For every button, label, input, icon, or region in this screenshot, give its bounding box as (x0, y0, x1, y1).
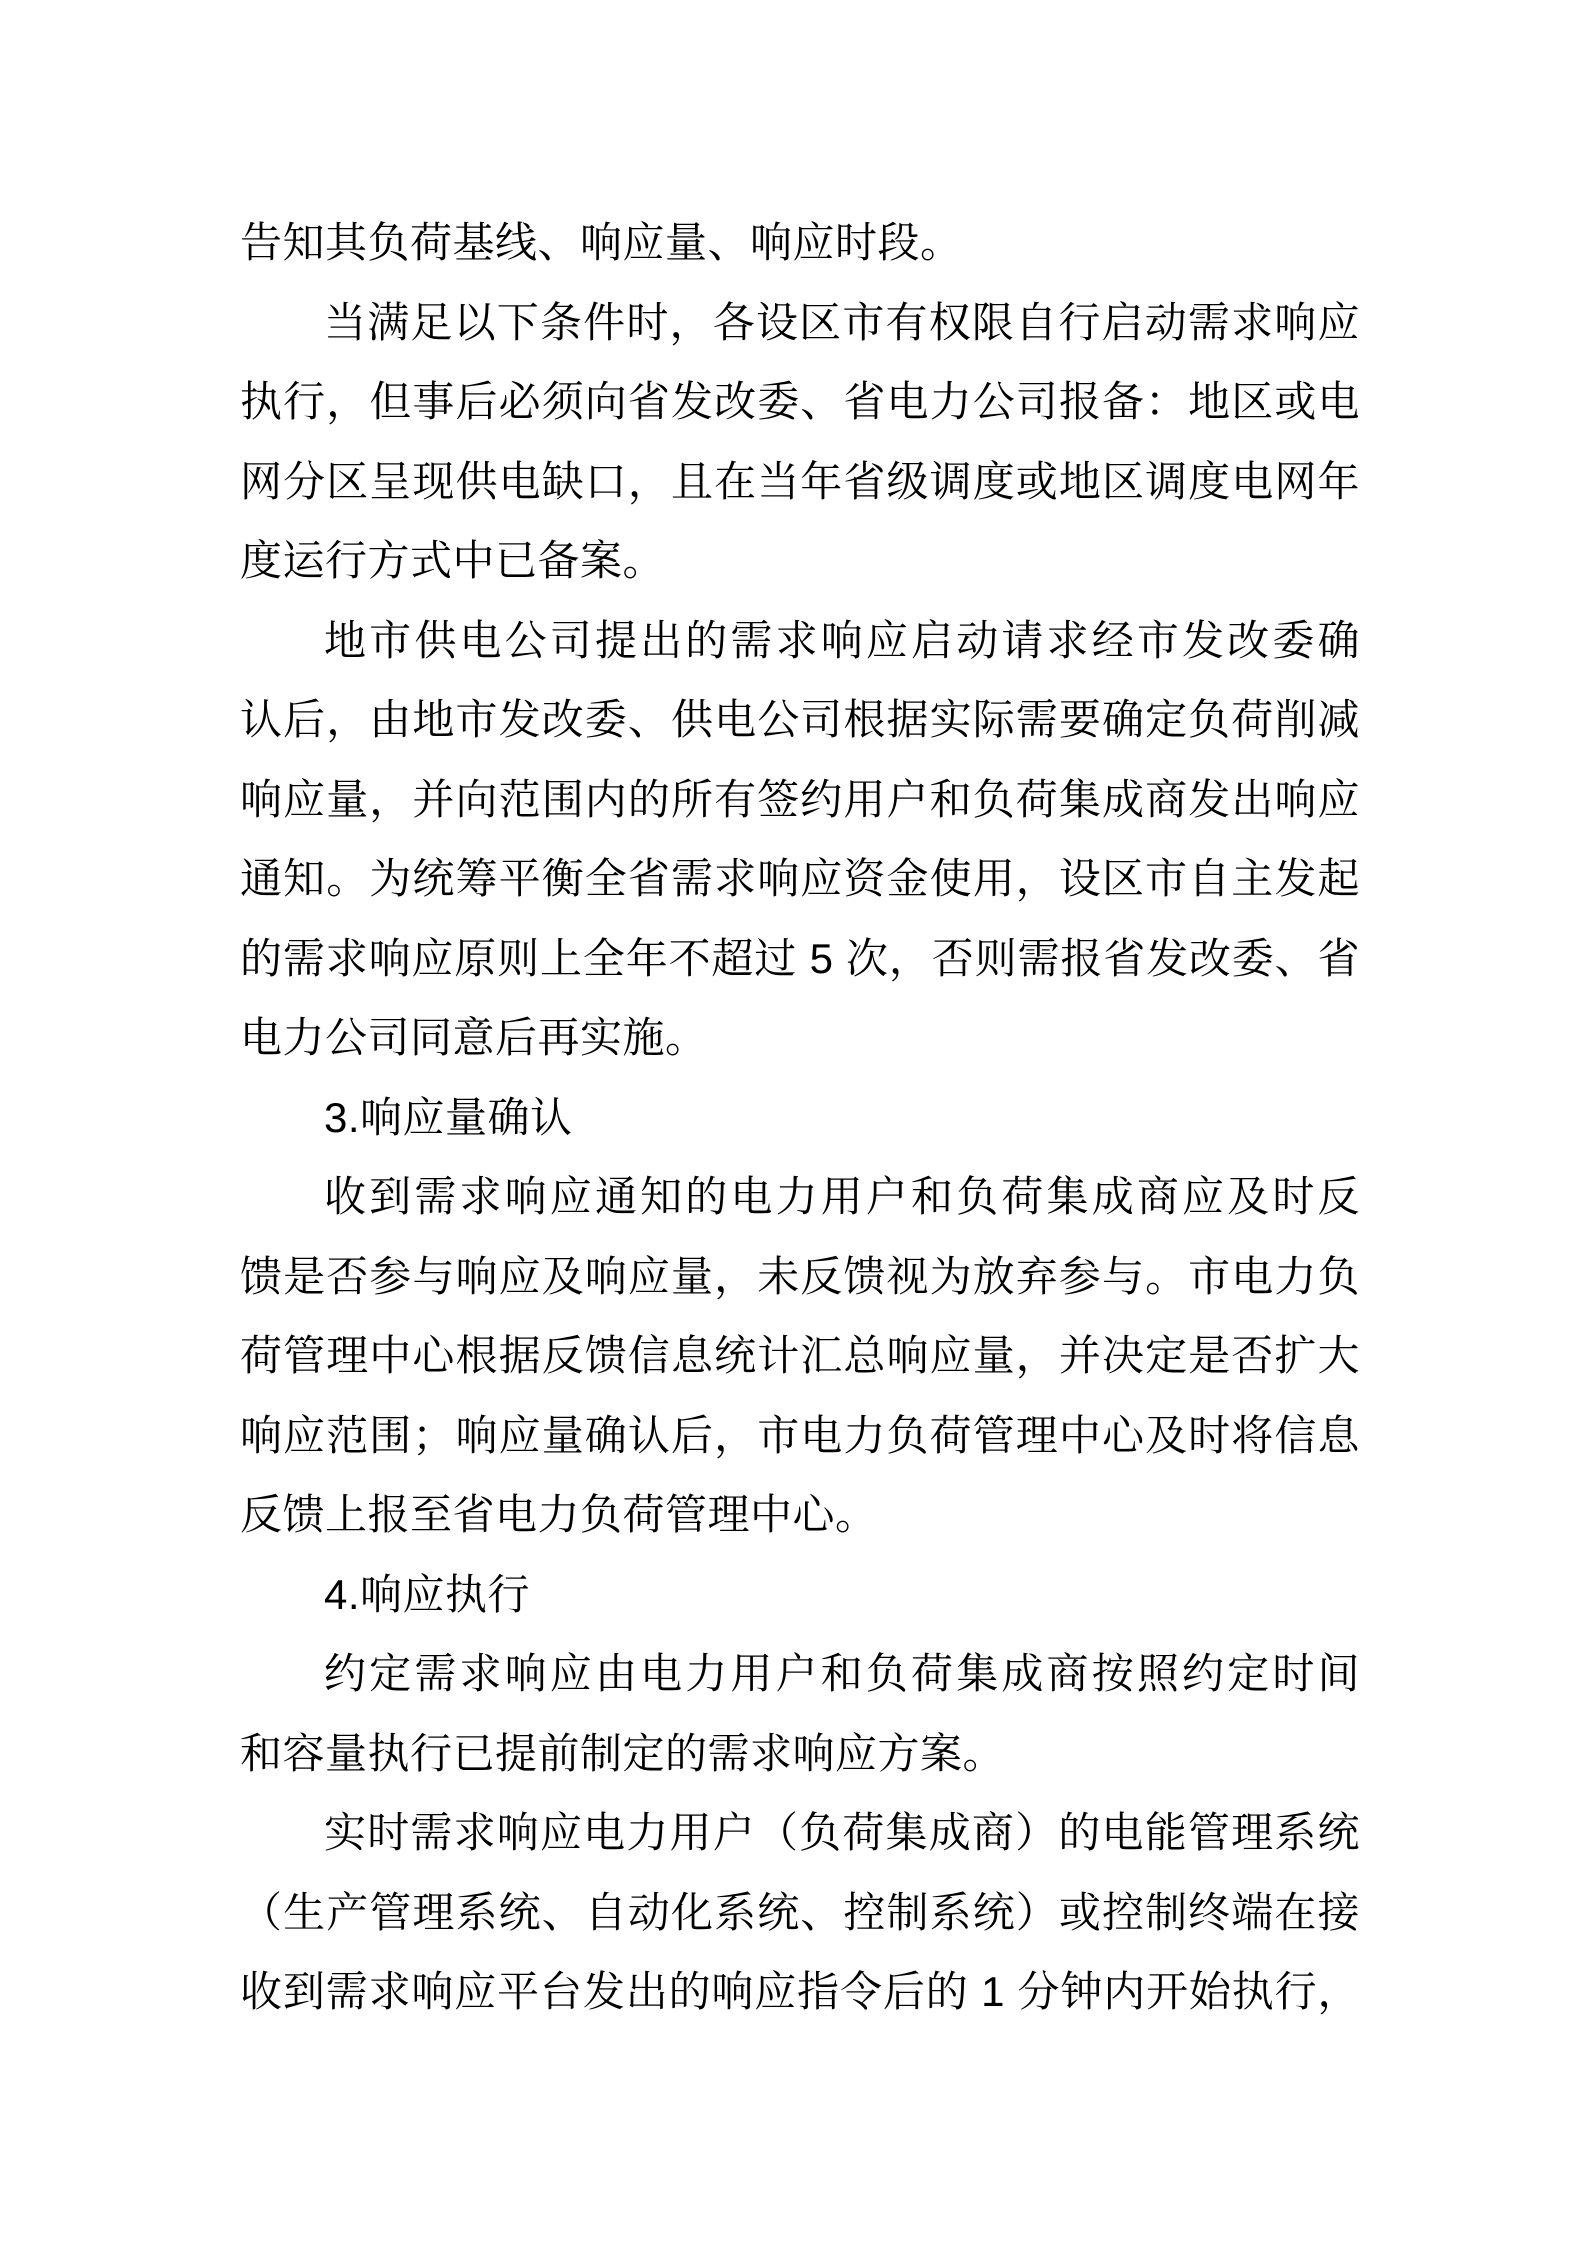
text-line: 的需求响应原则上全年不超过 5 次，否则需报省发改委、省 (240, 934, 1360, 982)
text-block (240, 203, 1360, 2032)
text-line: 通知。为统筹平衡全省需求响应资金使用，设区市自主发起 (240, 855, 1360, 902)
paragraph-continuation (240, 203, 1360, 283)
text-line: 网分区呈现供电缺口，且在当年省级调度或地区调度电网年 (240, 457, 1360, 505)
text-line: 响应范围；响应量确认后，市电力负荷管理中心及时将信息 (240, 1411, 1360, 1459)
text-line: 收到需求响应通知的电力用户和负荷集成商应及时反 (324, 1173, 1360, 1220)
text-line: 地市供电公司提出的需求响应启动请求经市发改委确 (324, 616, 1360, 664)
text-line: 反馈上报至省电力负荷管理中心。 (240, 1491, 878, 1538)
text-line: 当满足以下条件时，各设区市有权限自行启动需求响应 (324, 298, 1360, 346)
text-line: 收到需求响应平台发出的响应指令后的 1 分钟内开始执行， (240, 1968, 1360, 2015)
heading-line: 4.响应执行 (324, 1570, 531, 1618)
paragraph (240, 283, 1360, 601)
paragraph (240, 1793, 1360, 2032)
paragraph (240, 1157, 1360, 1555)
paragraph (240, 1634, 1360, 1793)
text-line: （生产管理系统、自动化系统、控制系统）或控制终端在接 (240, 1888, 1360, 1936)
paragraph (240, 601, 1360, 1078)
text-line: 告知其负荷基线、响应量、响应时段。 (240, 219, 963, 266)
heading-line: 3.响应量确认 (324, 1093, 573, 1141)
text-line: 约定需求响应由电力用户和负荷集成商按照约定时间 (324, 1650, 1360, 1697)
text-line: 响应量，并向范围内的所有签约用户和负荷集成商发出响应 (240, 775, 1360, 823)
text-line: 度运行方式中已备案。 (240, 537, 666, 584)
text-line: 荷管理中心根据反馈信息统计汇总响应量，并决定是否扩大 (240, 1332, 1360, 1379)
text-line: 认后，由地市发改委、供电公司根据实际需要确定负荷削减 (240, 696, 1360, 743)
section-heading-4 (240, 1555, 1360, 1635)
text-line: 执行，但事后必须向省发改委、省电力公司报备：地区或电 (240, 378, 1360, 425)
section-heading-3 (240, 1078, 1360, 1158)
text-line: 馈是否参与响应及响应量，未反馈视为放弃参与。市电力负 (240, 1252, 1360, 1300)
text-line: 电力公司同意后再实施。 (240, 1014, 708, 1061)
text-line: 和容量执行已提前制定的需求响应方案。 (240, 1729, 1006, 1777)
text-line: 实时需求响应电力用户（负荷集成商）的电能管理系统 (324, 1809, 1360, 1856)
